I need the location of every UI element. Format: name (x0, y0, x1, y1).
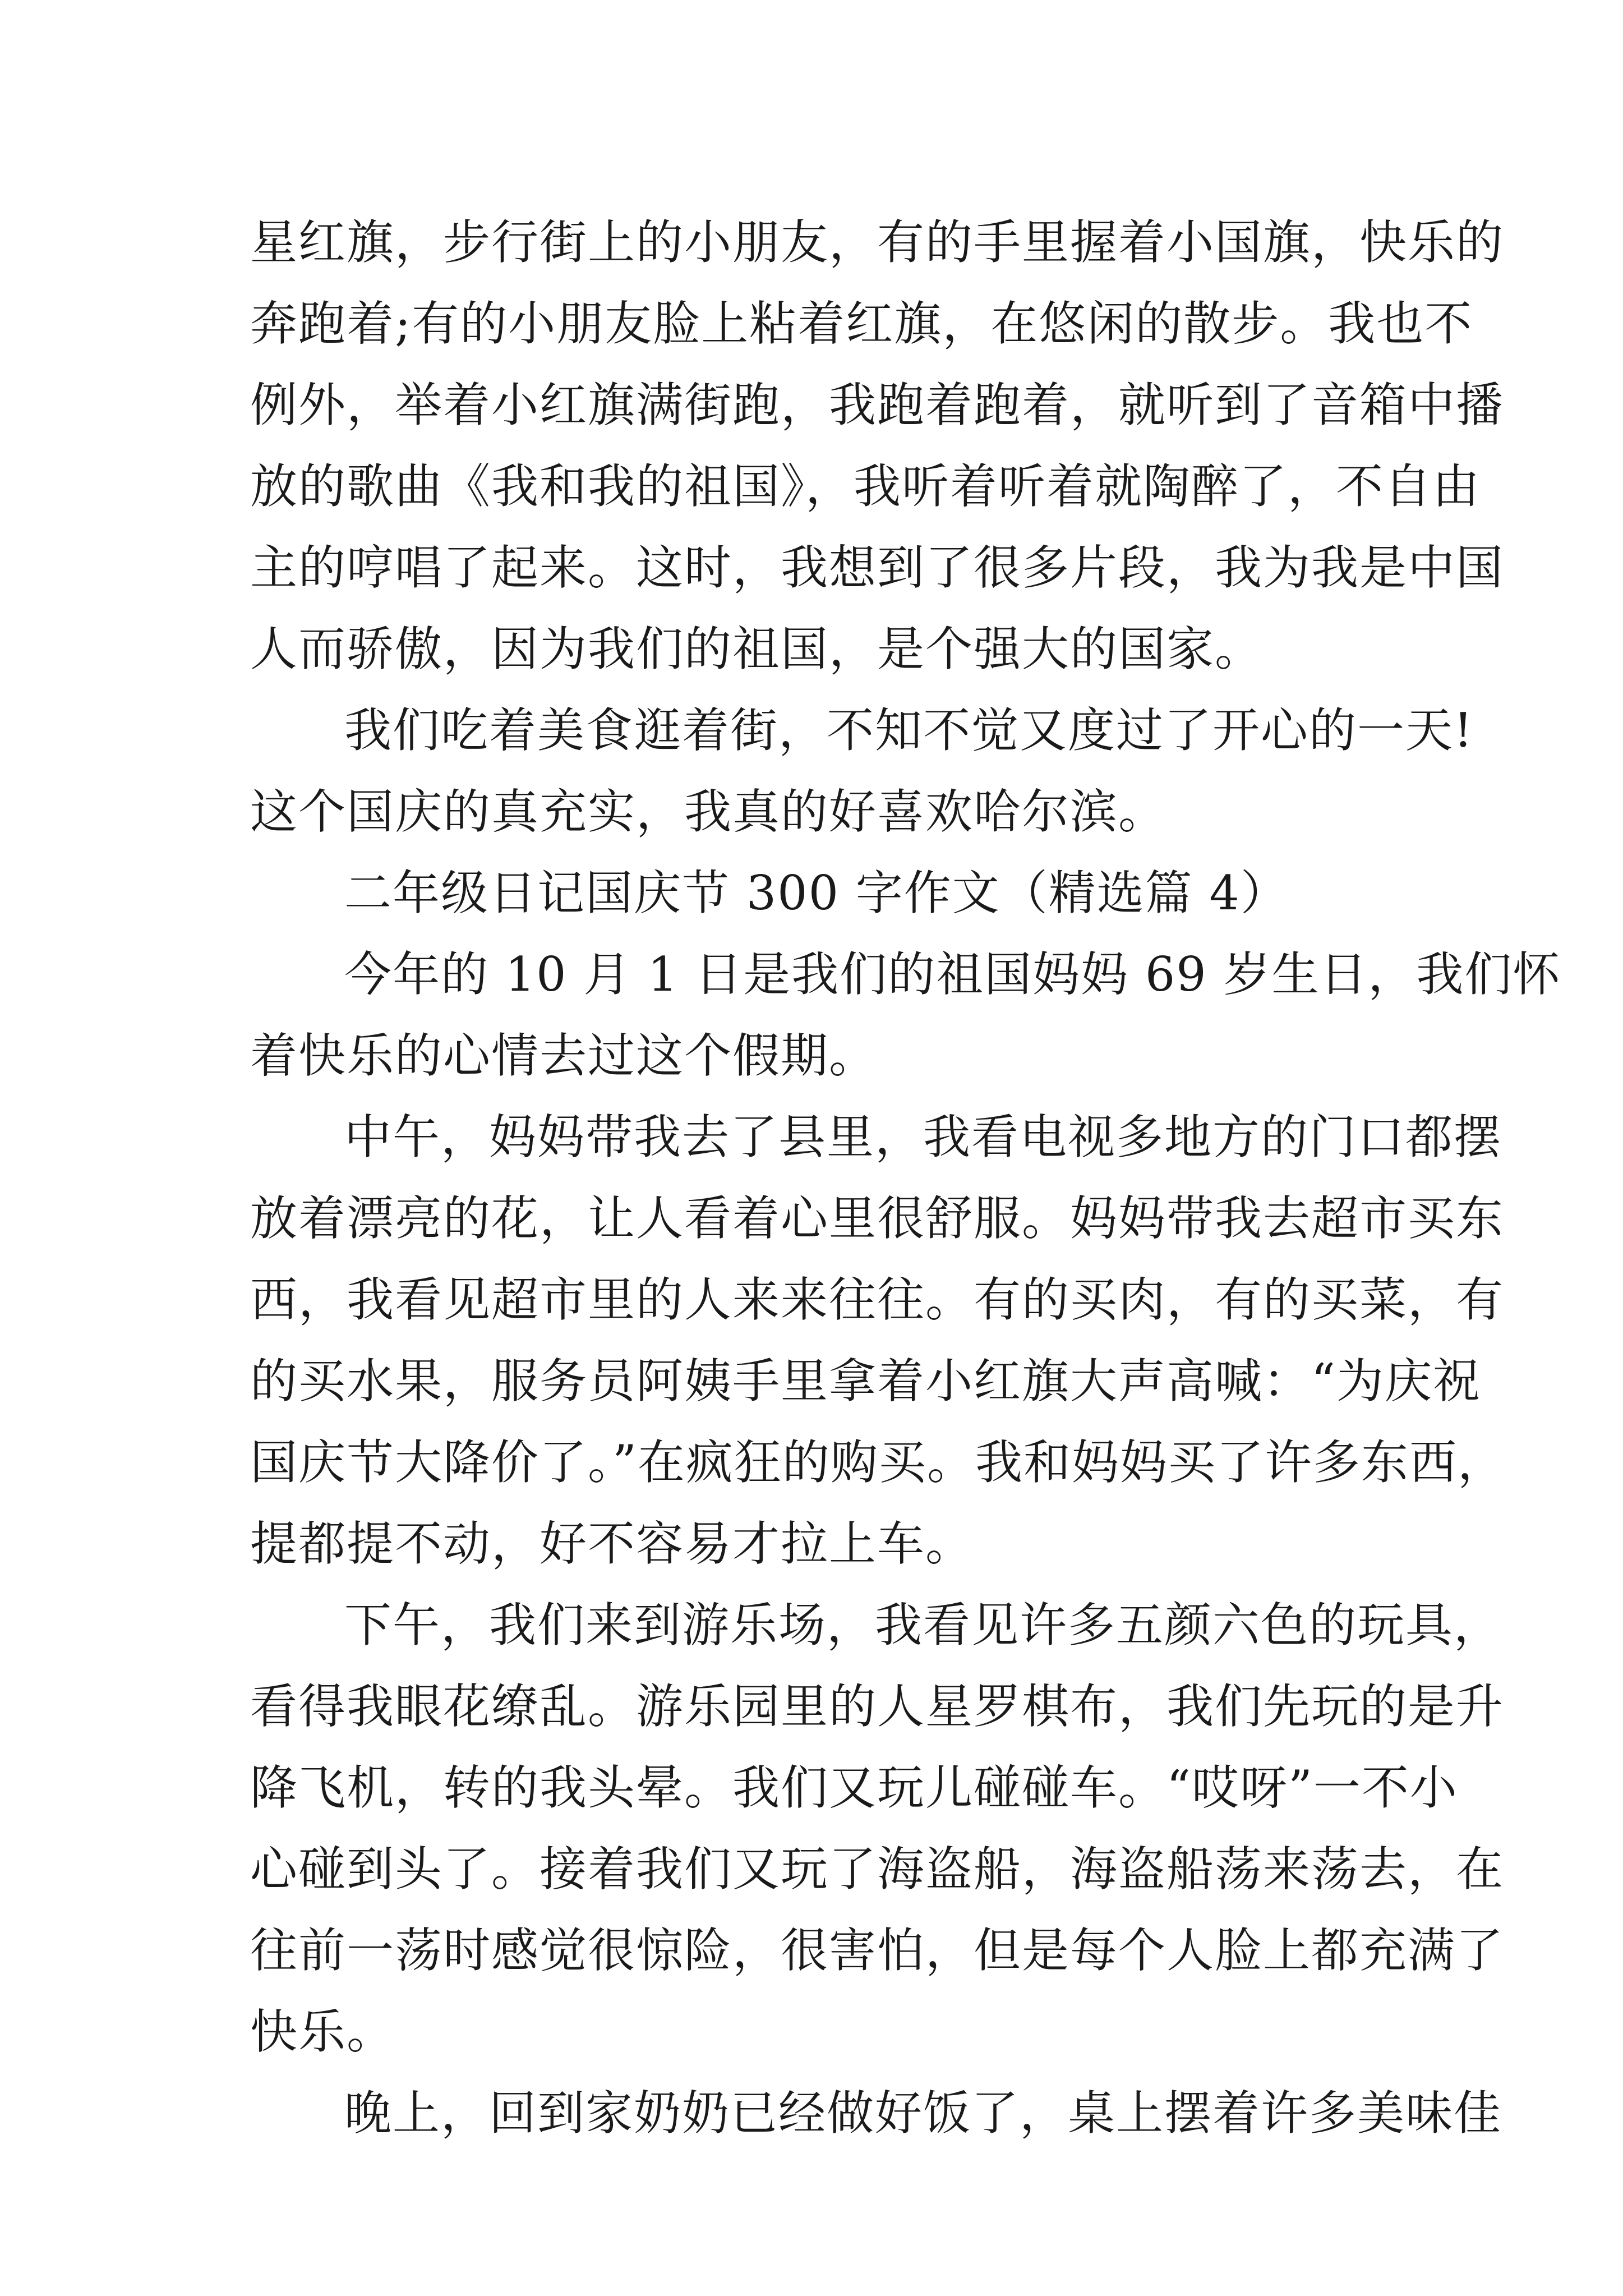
text-line: 往前一荡时感觉很惊险，很害怕，但是每个人脸上都充满了 (250, 1923, 1505, 1978)
text-line: 的买水果，服务员阿姨手里拿着小红旗大声高喊：“为庆祝 (250, 1354, 1481, 1409)
text-line: 主的哼唱了起来。这时，我想到了很多片段，我为我是中国 (250, 540, 1505, 595)
text-line: 放着漂亮的花，让人看着心里很舒服。妈妈带我去超市买东 (250, 1191, 1505, 1246)
text-line: 降飞机，转的我头晕。我们又玩儿碰碰车。“哎呀”一不小 (250, 1760, 1458, 1815)
paragraph-first-line: 下午，我们来到游乐场，我看见许多五颜六色的玩具， (344, 1598, 1502, 1653)
text-line: 这个国庆的真充实，我真的好喜欢哈尔滨。 (250, 784, 1167, 839)
text-line: 人而骄傲，因为我们的祖国，是个强大的国家。 (250, 622, 1264, 677)
paragraph-first-line: 晚上，回到家奶奶已经做好饭了，桌上摆着许多美味佳 (344, 2086, 1502, 2141)
text-line: 奔跑着;有的小朋友脸上粘着红旗，在悠闲的散步。我也不 (250, 296, 1473, 351)
text-line: 提都提不动，好不容易才拉上车。 (250, 1516, 974, 1571)
text-line: 看得我眼花缭乱。游乐园里的人星罗棋布，我们先玩的是升 (250, 1679, 1505, 1734)
paragraph-first-line: 今年的 10 月 1 日是我们的祖国妈妈 69 岁生日，我们怀 (344, 947, 1561, 1002)
text-line: 西，我看见超市里的人来来往往。有的买肉，有的买菜，有 (250, 1272, 1505, 1327)
text-line: 快乐。 (250, 2004, 395, 2059)
paragraph-first-line: 我们吃着美食逛着街，不知不觉又度过了开心的一天! (344, 703, 1474, 758)
document-body (250, 202, 1561, 2154)
text-line: 心碰到头了。接着我们又玩了海盗船，海盗船荡来荡去，在 (250, 1842, 1505, 1897)
text-line: 着快乐的心情去过这个假期。 (250, 1028, 878, 1083)
text-line: 例外，举着小红旗满街跑，我跑着跑着，就听到了音箱中播 (250, 378, 1505, 432)
paragraph-first-line: 中午，妈妈带我去了县里，我看电视多地方的门口都摆 (344, 1110, 1502, 1165)
text-line: 放的歌曲《我和我的祖国》，我听着听着就陶醉了，不自由 (250, 459, 1481, 514)
section-heading: 二年级日记国庆节 300 字作文（精选篇 4） (344, 866, 1289, 921)
text-line: 星红旗，步行街上的小朋友，有的手里握着小国旗，快乐的 (250, 215, 1505, 270)
text-line: 国庆节大降价了。”在疯狂的购买。我和妈妈买了许多东西， (250, 1435, 1506, 1490)
